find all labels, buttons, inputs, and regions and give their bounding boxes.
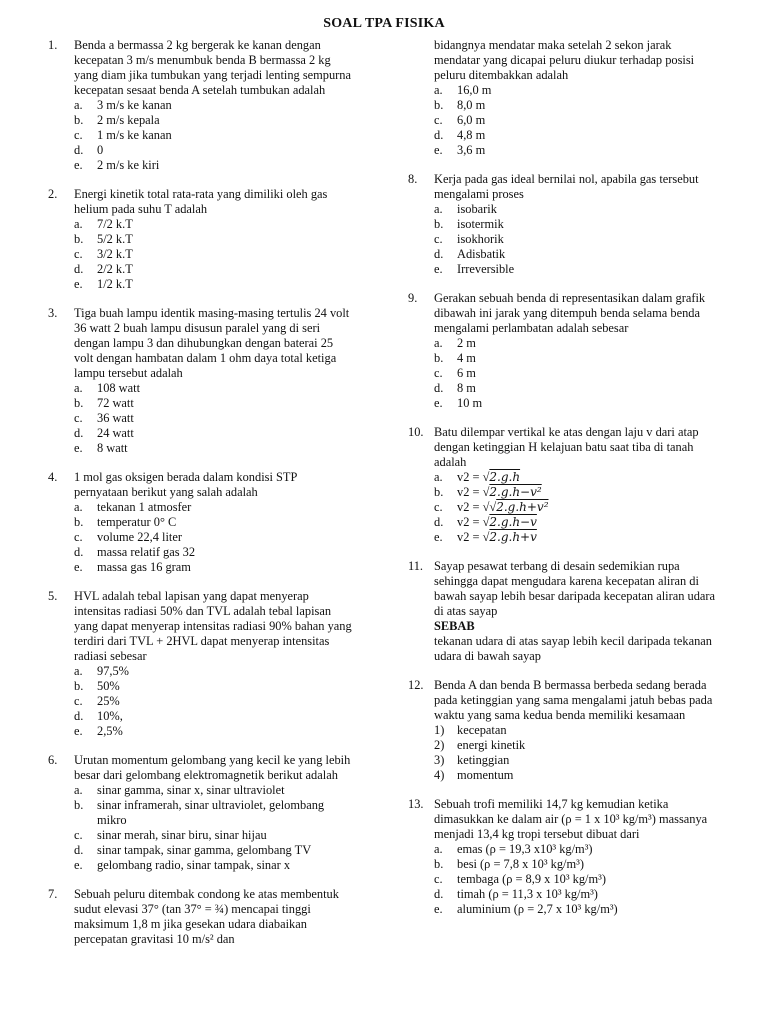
option: c. volume 22,4 liter — [74, 530, 182, 544]
option: b. v2 = √2.g.h−v² — [434, 485, 542, 499]
option: e. Irreversible — [434, 262, 515, 276]
option: 3) ketinggian — [434, 753, 510, 767]
formula: 2.g.h+v² — [496, 500, 549, 514]
question-number: 4. — [48, 470, 58, 484]
question-text: Sebuah peluru ditembak condong ke atas membentuk sudut elevasi 37° (tan 37° = ¾) mencapai tinggi maksimum 1,8 m jika gesekan udara diabaikan percepatan gravitasi 10 m/s² dan — [74, 887, 339, 946]
question-text: Benda a bermassa 2 kg bergerak ke kanan dengan kecepatan 3 m/s menumbuk benda B bermassa 2 kg yang diam jika tumbukan yang terjadi lenting sempurna kecepatan sesaat benda A setelah tumbukan adalah — [74, 38, 351, 97]
question-number: 13. — [408, 797, 424, 811]
question-10 — [408, 425, 720, 545]
question-number: 3. — [48, 306, 58, 320]
option: a. 16,0 m — [434, 83, 492, 97]
question-text: Tiga buah lampu identik masing-masing tertulis 24 volt 36 watt 2 buah lampu disusun paralel yang di seri dengan lampu 3 dan dihubungkan dengan baterai 25 volt dengan hambatan dalam 1 ohm daya total ketiga lampu tersebut adalah — [74, 306, 350, 380]
option: a. tekanan 1 atmosfer — [74, 500, 192, 514]
option: a. 7/2 k.T — [74, 217, 133, 231]
question-5 — [48, 589, 353, 739]
option: c. isokhorik — [434, 232, 504, 246]
option: d. 4,8 m — [434, 128, 486, 142]
question-text: Gerakan sebuah benda di representasikan dalam grafik dibawah ini jarak yang ditempuh benda selama benda mengalami perlambatan adalah sebesar — [434, 291, 706, 335]
option: e. 3,6 m — [434, 143, 486, 157]
formula: 2.g.h+v — [489, 530, 537, 544]
option: b. 8,0 m — [434, 98, 486, 112]
question-text: bidangnya mendatar maka setelah 2 sekon jarak mendatar yang dicapai peluru diukur terhadap posisi peluru ditembakkan adalah — [434, 38, 695, 82]
option: b. besi (ρ = 7,8 x 10³ kg/m³) — [434, 857, 584, 871]
formula: 2.g.h−v² — [489, 485, 542, 499]
question-8 — [408, 172, 720, 277]
question-text: Batu dilempar vertikal ke atas dengan laju v dari atap dengan ketinggian H kelajuan batu saat tiba di tanah adalah — [434, 425, 699, 469]
option: e. massa gas 16 gram — [74, 560, 191, 574]
formula: 2.g.h — [489, 470, 521, 484]
option: d. 0 — [74, 143, 104, 157]
option: e. gelombang radio, sinar tampak, sinar x — [74, 858, 291, 872]
question-12 — [408, 678, 720, 783]
option: b. isotermik — [434, 217, 504, 231]
option: c. 36 watt — [74, 411, 134, 425]
option: c. tembaga (ρ = 8,9 x 10³ kg/m³) — [434, 872, 606, 886]
question-number: 8. — [408, 172, 418, 186]
option: a. emas (ρ = 19,3 x10³ kg/m³) — [434, 842, 593, 856]
option: c. 6,0 m — [434, 113, 486, 127]
formula: 2.g.h−v — [489, 515, 537, 529]
question-1 — [48, 38, 353, 173]
option: d. 10%, — [74, 709, 123, 723]
question-7 — [48, 887, 353, 947]
option: d. 2/2 k.T — [74, 262, 133, 276]
option: e. 8 watt — [74, 441, 128, 455]
option: a. v2 = √2.g.h — [434, 470, 521, 484]
option: b. 2 m/s kepala — [74, 113, 160, 127]
option: b. 5/2 k.T — [74, 232, 133, 246]
question-2 — [48, 187, 353, 292]
question-6 — [48, 753, 353, 873]
option: b. sinar inframerah, sinar ultraviolet, gelombang mikro — [74, 798, 325, 827]
question-text: HVL adalah tebal lapisan yang dapat menyerap intensitas radiasi 50% dan TVL adalah tebal lapisan yang dapat menyerap intensitas radiasi 90% bahan yang terdiri dari TVL + 2HVL dapat menyerap intensitas radiasi sebesar — [74, 589, 352, 663]
question-11 — [408, 559, 720, 664]
option: 4) momentum — [434, 768, 514, 782]
question-text: Kerja pada gas ideal bernilai nol, apabila gas tersebut mengalami proses — [434, 172, 699, 201]
question-text: Benda A dan benda B bermassa berbeda sedang berada pada ketinggian yang sama mengalami jatuh bebas pada waktu yang sama kedua benda memiliki kesamaan — [434, 678, 713, 722]
question-number: 12. — [408, 678, 424, 692]
question-13 — [408, 797, 720, 917]
option: 1) kecepatan — [434, 723, 507, 737]
reason-text: tekanan udara di atas sayap lebih kecil daripada tekanan udara di bawah sayap — [434, 634, 712, 663]
option: a. 97,5% — [74, 664, 130, 678]
question-text: 1 mol gas oksigen berada dalam kondisi STP pernyataan berikut yang salah adalah — [74, 470, 297, 499]
option: c. 6 m — [434, 366, 476, 380]
option: b. 72 watt — [74, 396, 134, 410]
sebab-label: SEBAB — [434, 619, 475, 633]
question-9 — [408, 291, 720, 411]
page-title: SOAL TPA FISIKA — [323, 16, 445, 31]
option: a. 2 m — [434, 336, 476, 350]
option: b. temperatur 0° C — [74, 515, 177, 529]
question-number: 1. — [48, 38, 58, 52]
option: d. massa relatif gas 32 — [74, 545, 196, 559]
option: d. 8 m — [434, 381, 476, 395]
option: c. v2 = √√2.g.h+v² — [434, 500, 549, 514]
question-number: 9. — [408, 291, 418, 305]
option: e. v2 = √2.g.h+v — [434, 530, 537, 544]
option: c. 3/2 k.T — [74, 247, 133, 261]
question-text: Urutan momentum gelombang yang kecil ke yang lebih besar dari gelombang elektromagnetik berikut adalah — [74, 753, 351, 782]
option: d. timah (ρ = 11,3 x 10³ kg/m³) — [434, 887, 598, 901]
question-number: 10. — [408, 425, 424, 439]
option: c. sinar merah, sinar biru, sinar hijau — [74, 828, 267, 842]
option: e. 2,5% — [74, 724, 123, 738]
question-number: 2. — [48, 187, 58, 201]
option: e. 2 m/s ke kiri — [74, 158, 160, 172]
option: a. 108 watt — [74, 381, 141, 395]
question-number: 6. — [48, 753, 58, 767]
question-3 — [48, 306, 353, 456]
option: e. 1/2 k.T — [74, 277, 133, 291]
option: d. 24 watt — [74, 426, 134, 440]
question-number: 5. — [48, 589, 58, 603]
option: c. 25% — [74, 694, 120, 708]
option: a. 3 m/s ke kanan — [74, 98, 172, 112]
question-4 — [48, 470, 353, 575]
question-number: 7. — [48, 887, 58, 901]
option: 2) energi kinetik — [434, 738, 526, 752]
option: e. 10 m — [434, 396, 483, 410]
right-column — [408, 38, 720, 931]
option: e. aluminium (ρ = 2,7 x 10³ kg/m³) — [434, 902, 618, 916]
option: c. 1 m/s ke kanan — [74, 128, 172, 142]
question-text: Sayap pesawat terbang di desain sedemikian rupa sehingga dapat mengudara karena kecepatan aliran di bawah sayap lebih besar daripada kecepatan aliran udara di atas sayap — [434, 559, 716, 618]
option: b. 50% — [74, 679, 120, 693]
left-column — [48, 38, 353, 961]
question-7-continued — [408, 38, 720, 158]
option: d. Adisbatik — [434, 247, 506, 261]
option: d. sinar tampak, sinar gamma, gelombang TV — [74, 843, 312, 857]
question-text: Sebuah trofi memiliki 14,7 kg kemudian ketika dimasukkan ke dalam air (ρ = 1 x 10³ kg/m³) massanya menjadi 13,4 kg tropi tersebut dibuat dari — [434, 797, 708, 841]
option: b. 4 m — [434, 351, 476, 365]
option: a. isobarik — [434, 202, 497, 216]
option: a. sinar gamma, sinar x, sinar ultraviolet — [74, 783, 285, 797]
question-text: Energi kinetik total rata-rata yang dimiliki oleh gas helium pada suhu T adalah — [74, 187, 328, 216]
question-number: 11. — [408, 559, 424, 573]
option: d. v2 = √2.g.h−v — [434, 515, 537, 529]
